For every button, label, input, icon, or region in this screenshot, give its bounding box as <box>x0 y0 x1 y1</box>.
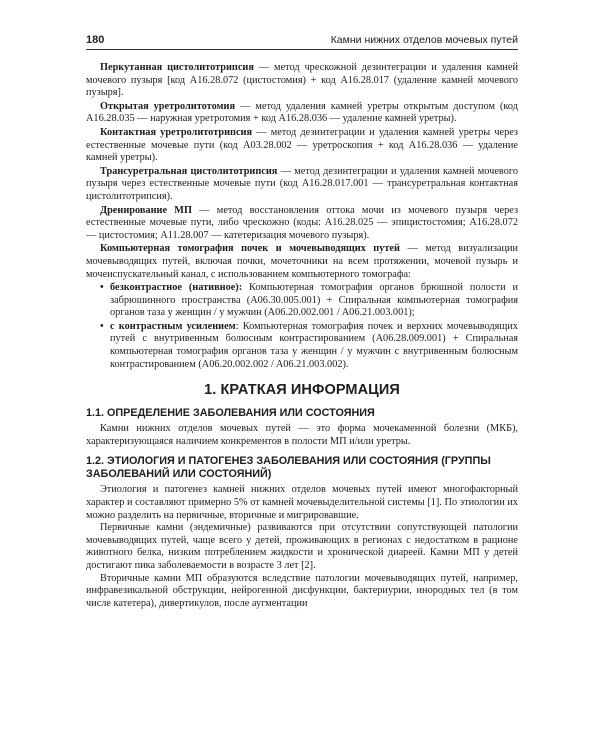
definition-text: — метод удаления камней уретры открытым доступом (код A16.28.035 — наружная уретротомия + код A16.28.036 — удаление камней уретры). <box>86 100 518 125</box>
section-heading: 1. КРАТКАЯ ИНФОРМАЦИЯ <box>204 382 400 399</box>
ct-bullet-list <box>86 282 518 371</box>
bullet-item <box>100 282 518 320</box>
bullet-term: с контрастным усилением <box>110 320 236 332</box>
bullet-term: безконтрастное (нативное): <box>110 282 243 294</box>
body-paragraph: Этиология и патогенез камней нижних отделов мочевых путей имеют многофакторный характер и составляют примерно 5% от камней мочевыделительной системы [1]. По этиологии их можно разделить на первичные, вторичные и мигрировавшие. <box>86 484 518 521</box>
definition-paragraph <box>86 127 518 165</box>
body-paragraph: Камни нижних отделов мочевых путей — это форма мочекаменной болезни (МКБ), характеризующаяся наличием конкрементов в полости МП и/или уретры. <box>86 423 518 447</box>
definition-term: Контактная уретролитотрипсия <box>100 126 253 138</box>
body-paragraph: Первичные камни (эндемичные) развиваются при отсутствии сопутствующей патологии мочевыводящих путей, чаще всего у детей, проживающих в регионах с недостатком в рационе животного белка, низким потреблением жидкости и хронической диареей. Камни МП у детей достигают пика заболеваемости в возрасте 3 лет [2]. <box>86 522 518 571</box>
definition-term: Дренирование МП <box>100 204 192 216</box>
definition-text: — метод визуализации мочевыводящих путей, включая почки, мочеточники на всем протяжении, мочевой пузырь и мочеиспускательный канал, с использованием компьютерного томографа: <box>86 243 518 280</box>
definition-text: — метод чрескожной дезинтеграции и удаления камней мочевого пузыря [код A16.28.072 (цистостомия) + код A16.28.017 (удаление камней мочевого пузыря]. <box>86 62 518 99</box>
bullet-item <box>100 321 518 371</box>
definition-paragraph <box>86 205 518 243</box>
definition-term: Перкутанная цистолитотрипсия <box>100 62 254 73</box>
definition-term: Компьютерная томография почек и мочевыводящих путей <box>100 243 400 255</box>
definition-term: Открытая уретролитотомия <box>100 100 236 112</box>
definition-paragraph <box>86 166 518 204</box>
bullet-icon: • <box>100 282 104 294</box>
definition-paragraph <box>86 62 518 100</box>
page-body <box>86 62 518 610</box>
running-title: Камни нижних отделов мочевых путей <box>330 34 518 46</box>
definition-paragraph <box>86 243 518 281</box>
bullet-text: : Компьютерная томография почек и верхних мочевыводящих путей с внутривенным болюсным контрастированием (A06.28.009.001) + Спиральная компьютерная томография органов таза у женщин / у мужчин с внутривенным болюсным контрастированием (A06.20.002.002 / A06.21.003.002). <box>110 320 518 370</box>
definition-text: — метод дезинтеграции и удаления камней уретры через естественные мочевые пути (код A03.28.002 — уретроскопия + код A16.28.036 — удаление камней уретры). <box>86 126 518 164</box>
definition-text: — метод дезинтеграции и удаления камней мочевого пузыря через естественные мочевые пути (код A16.28.017.001 — трансуретральная контактная цистолитотрипсия). <box>86 165 518 202</box>
subsection-heading: 1.2. ЭТИОЛОГИЯ И ПАТОГЕНЕЗ ЗАБОЛЕВАНИЯ ИЛИ СОСТОЯНИЯ (ГРУППЫ ЗАБОЛЕВАНИЙ ИЛИ СОСТОЯНИЙ) <box>86 455 491 481</box>
body-paragraph: Вторичные камни МП образуются вследствие патологии мочевыводящих путей, например, инфравезикальной обструкции, нейрогенной дисфункции, бактериурии, инородных тел (в том числе катетера), дивертикулов, после аугментации <box>86 572 518 609</box>
running-header <box>86 30 518 50</box>
definition-term: Трансуретральная цистолитотрипсия <box>100 165 278 177</box>
bullet-icon: • <box>100 320 104 332</box>
definition-paragraph <box>86 101 518 126</box>
page-number: 180 <box>86 34 105 46</box>
bullet-text: Компьютерная томография органов брюшной полости и забрюшинного пространства (A06.30.005.001) + Спиральная компьютерная томография органов таза у женщин / у мужчин (A06.20.002.001 / A06.21.003.001); <box>110 282 518 319</box>
definition-text: — метод восстановления оттока мочи из мочевого пузыря через естественные мочевые пути, либо чрескожно (коды: A16.28.025 — эпицистостомия; A16.28.072 — цистостомия; A11.28.007 — катетеризация мочевого пузыря). <box>86 204 519 241</box>
subsection-heading: 1.1. ОПРЕДЕЛЕНИЕ ЗАБОЛЕВАНИЯ ИЛИ СОСТОЯНИЯ <box>86 407 375 420</box>
